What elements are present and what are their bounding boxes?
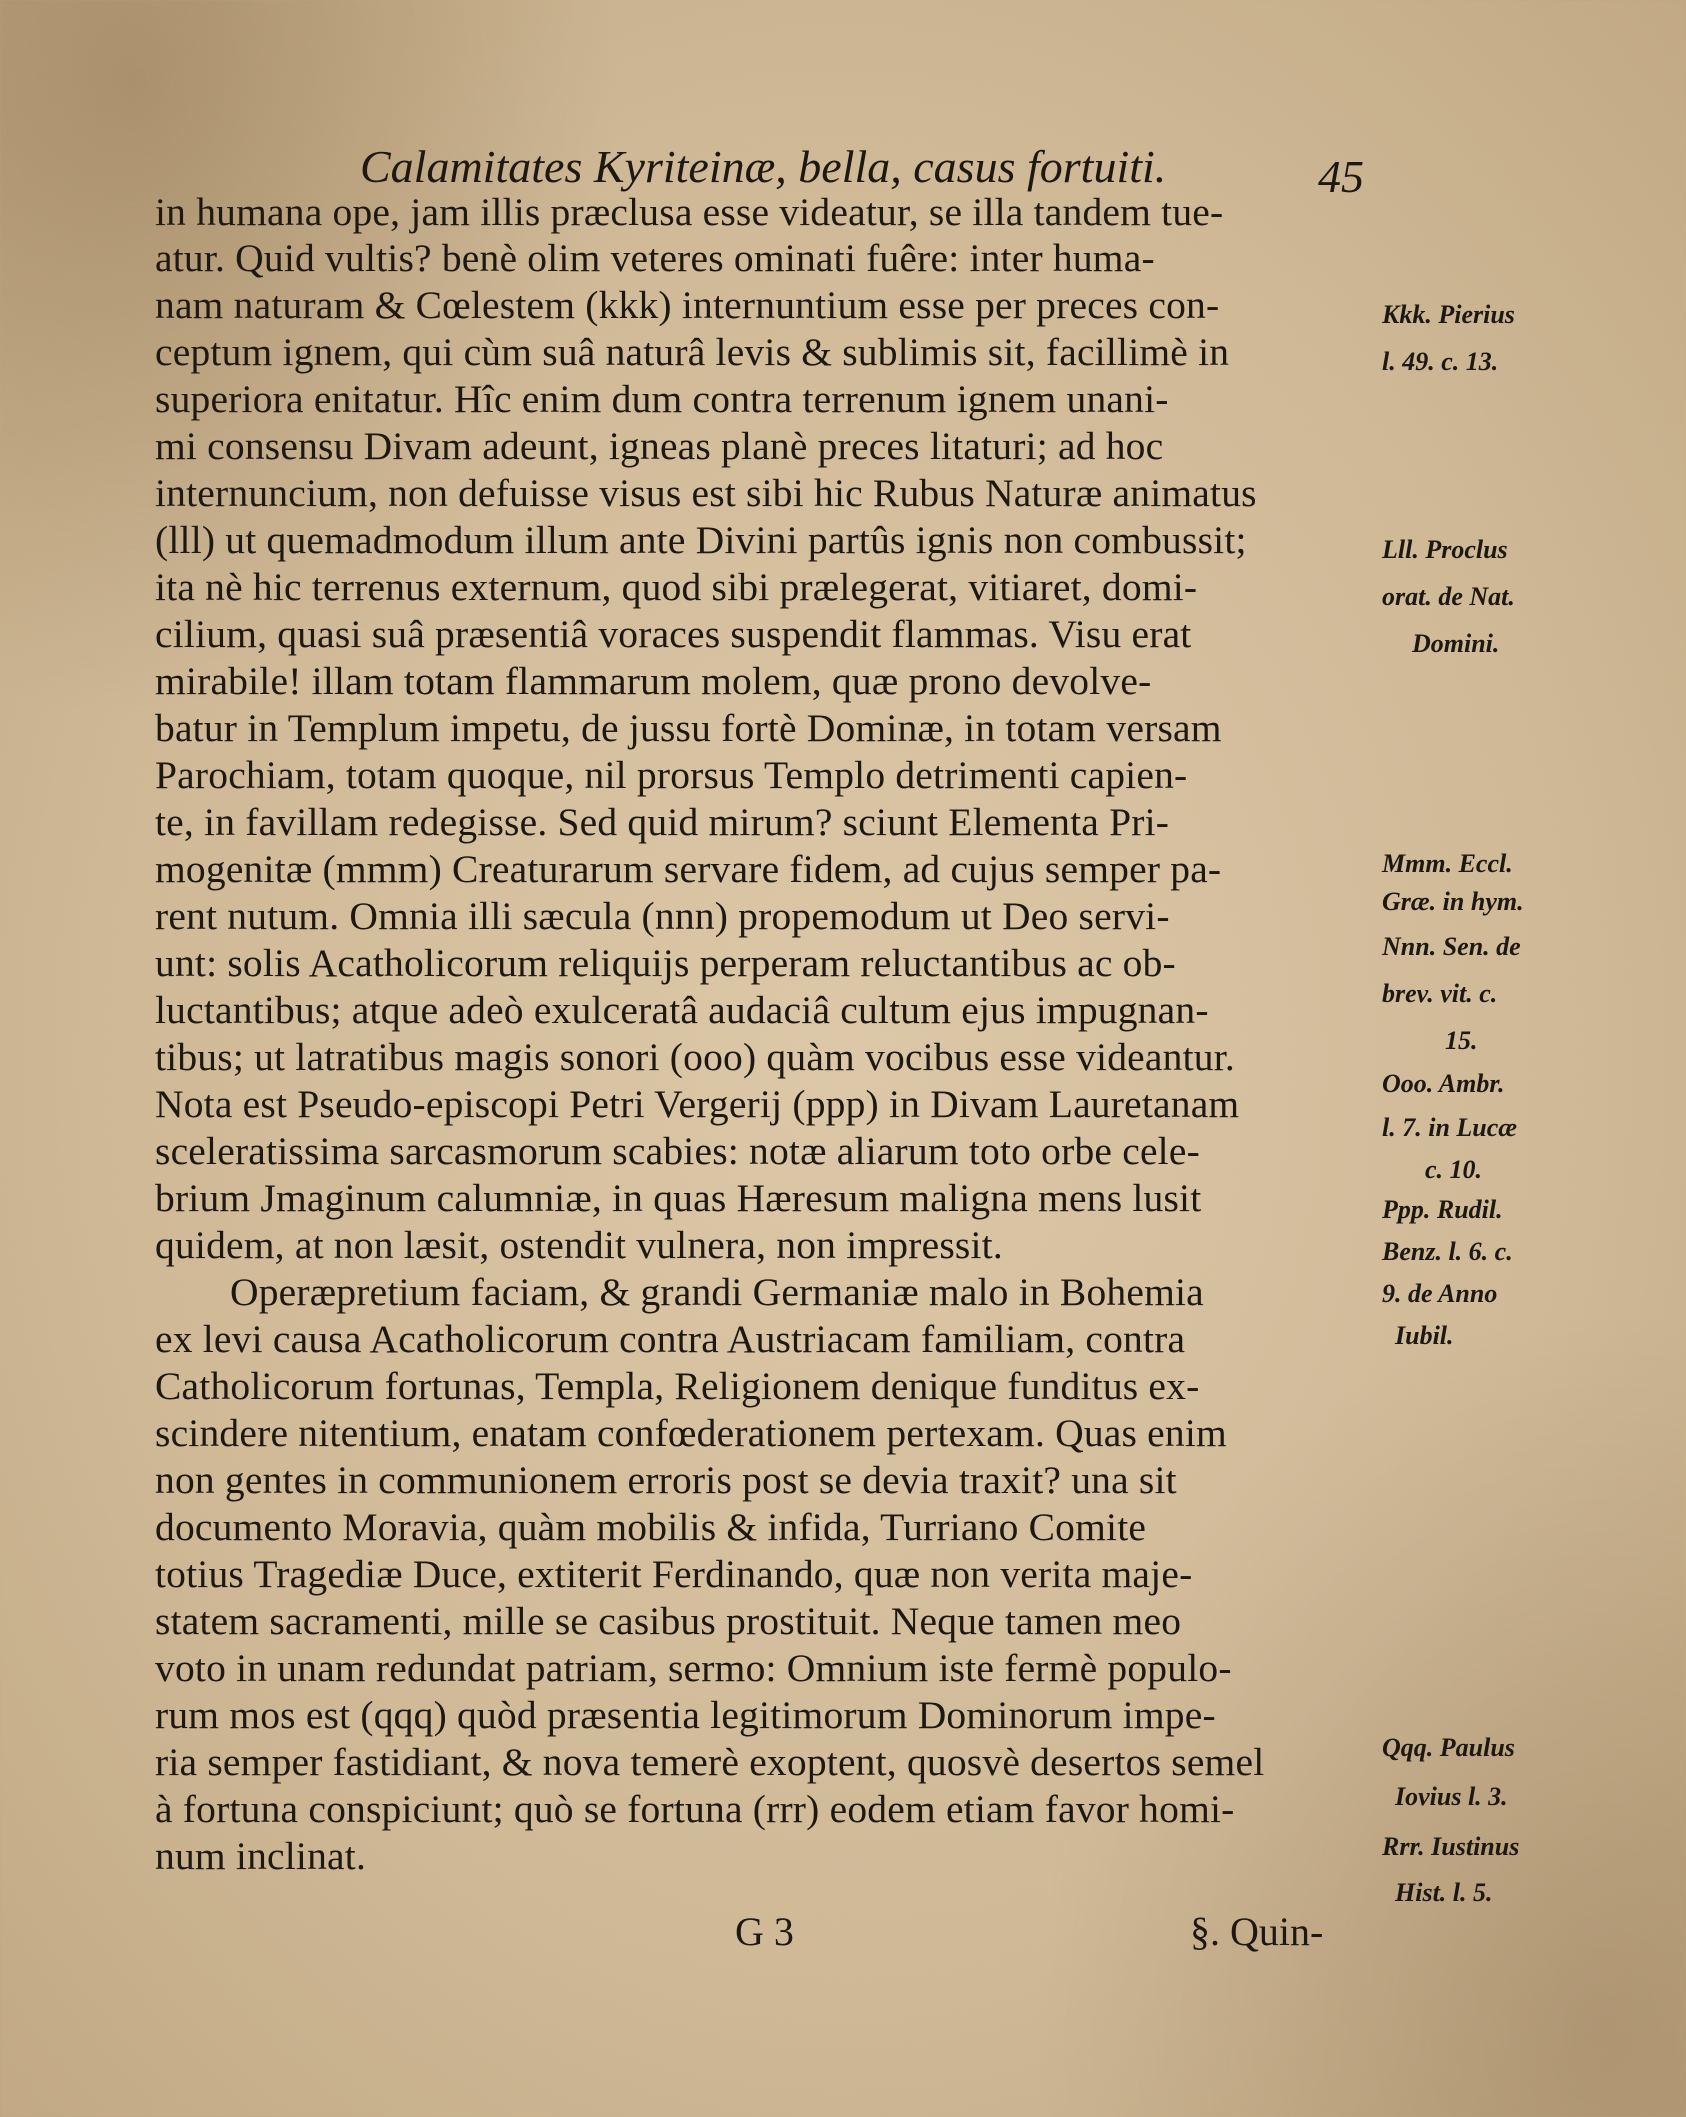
marginal-note: Iovius l. 3. bbox=[1395, 1782, 1508, 1811]
marginal-note: Qqq. Paulus bbox=[1382, 1733, 1515, 1762]
text-line: mirabile! illam totam flammarum molem, quæ prono devolve- bbox=[155, 659, 1152, 703]
text-line: mi consensu Divam adeunt, igneas planè preces litaturi; ad hoc bbox=[155, 424, 1164, 468]
text-line: atur. Quid vultis? benè olim veteres ominati fuêre: inter huma- bbox=[155, 236, 1155, 280]
text-line: totius Tragediæ Duce, extiterit Ferdinando, quæ non verita maje- bbox=[155, 1552, 1193, 1596]
marginal-note: Mmm. Eccl. bbox=[1382, 849, 1513, 878]
folio-number: 45 bbox=[1318, 151, 1364, 202]
marginal-note: Kkk. Pierius bbox=[1382, 300, 1515, 329]
text-line: superiora enitatur. Hîc enim dum contra terrenum ignem unani- bbox=[155, 377, 1169, 421]
marginal-note: 9. de Anno bbox=[1382, 1279, 1498, 1308]
text-line: statem sacramenti, mille se casibus prostituit. Neque tamen meo bbox=[155, 1599, 1182, 1643]
marginal-note: Benz. l. 6. c. bbox=[1382, 1237, 1513, 1266]
text-line: unt: solis Acatholicorum reliquijs perperam reluctantibus ac ob- bbox=[155, 941, 1176, 985]
marginal-note: 15. bbox=[1445, 1026, 1478, 1055]
text-line: Nota est Pseudo-episcopi Petri Vergerij (ppp) in Divam Lauretanam bbox=[155, 1082, 1240, 1126]
text-line: scindere nitentium, enatam confœderationem pertexam. Quas enim bbox=[155, 1411, 1227, 1455]
marginal-note: Ooo. Ambr. bbox=[1382, 1069, 1505, 1098]
signature-mark: G 3 bbox=[735, 1909, 794, 1954]
marginal-note: Lll. Proclus bbox=[1382, 535, 1508, 564]
marginal-note: l. 7. in Lucæ bbox=[1382, 1113, 1518, 1142]
text-line: (lll) ut quemadmodum illum ante Divini partûs ignis non combussit; bbox=[155, 518, 1247, 562]
text-line: Catholicorum fortunas, Templa, Religionem denique funditus ex- bbox=[155, 1364, 1200, 1408]
text-line: quidem, at non læsit, ostendit vulnera, non impressit. bbox=[155, 1223, 1003, 1267]
marginal-note: l. 49. c. 13. bbox=[1382, 347, 1499, 376]
text-line: mogenitæ (mmm) Creaturarum servare fidem, ad cujus semper pa- bbox=[155, 847, 1222, 891]
text-line: te, in favillam redegisse. Sed quid mirum? sciunt Elementa Pri- bbox=[155, 800, 1170, 844]
text-line: in humana ope, jam illis præclusa esse videatur, se illa tandem tue- bbox=[155, 190, 1224, 234]
text-line: rent nutum. Omnia illi sæcula (nnn) propemodum ut Deo servi- bbox=[155, 894, 1170, 938]
marginal-note: Græ. in hym. bbox=[1382, 887, 1524, 916]
marginal-note: brev. vit. c. bbox=[1382, 979, 1498, 1008]
marginal-note: Nnn. Sen. de bbox=[1382, 932, 1521, 961]
text-line: Parochiam, totam quoque, nil prorsus Templo detrimenti capien- bbox=[155, 753, 1188, 797]
text-line: à fortuna conspiciunt; quò se fortuna (rrr) eodem etiam favor homi- bbox=[155, 1787, 1235, 1831]
running-title: Calamitates Kyriteinæ, bella, casus fortuiti. bbox=[360, 141, 1167, 192]
marginal-note: orat. de Nat. bbox=[1382, 582, 1515, 611]
marginal-note: Iubil. bbox=[1395, 1321, 1454, 1350]
marginal-note: Domini. bbox=[1412, 629, 1500, 658]
text-line: ita nè hic terrenus externum, quod sibi prælegerat, vitiaret, domi- bbox=[155, 565, 1198, 609]
catchword: §. Quin- bbox=[1190, 1909, 1324, 1954]
marginal-note: c. 10. bbox=[1425, 1155, 1483, 1184]
text-line: sceleratissima sarcasmorum scabies: notæ aliarum toto orbe cele- bbox=[155, 1129, 1200, 1173]
marginal-note: Hist. l. 5. bbox=[1395, 1878, 1493, 1907]
text-line: rum mos est (qqq) quòd præsentia legitimorum Dominorum impe- bbox=[155, 1693, 1216, 1737]
text-line: ceptum ignem, qui cùm suâ naturâ levis & sublimis sit, facillimè in bbox=[155, 330, 1230, 374]
text-line: brium Jmaginum calumniæ, in quas Hæresum maligna mens lusit bbox=[155, 1176, 1202, 1220]
text-line: luctantibus; atque adeò exulceratâ audaciâ cultum ejus impugnan- bbox=[155, 988, 1209, 1032]
text-line: cilium, quasi suâ præsentiâ voraces suspendit flammas. Visu erat bbox=[155, 612, 1192, 656]
text-line: batur in Templum impetu, de jussu fortè Dominæ, in totam versam bbox=[155, 706, 1222, 750]
text-line: internuncium, non defuisse visus est sibi hic Rubus Naturæ animatus bbox=[155, 471, 1257, 515]
text-line: Operæpretium faciam, & grandi Germaniæ malo in Bohemia bbox=[230, 1270, 1204, 1314]
text-line: documento Moravia, quàm mobilis & infida, Turriano Comite bbox=[155, 1505, 1147, 1549]
text-line: non gentes in communionem erroris post se devia traxit? una sit bbox=[155, 1458, 1177, 1502]
text-line: voto in unam redundat patriam, sermo: Omnium iste fermè populo- bbox=[155, 1646, 1232, 1690]
marginal-note: Ppp. Rudil. bbox=[1382, 1195, 1503, 1224]
text-line: nam naturam & Cœlestem (kkk) internuntium esse per preces con- bbox=[155, 283, 1220, 327]
text-line: ria semper fastidiant, & nova temerè exoptent, quosvè desertos semel bbox=[155, 1740, 1265, 1784]
marginal-note: Rrr. Iustinus bbox=[1382, 1832, 1520, 1861]
text-line: ex levi causa Acatholicorum contra Austriacam familiam, contra bbox=[155, 1317, 1186, 1361]
text-line: num inclinat. bbox=[155, 1834, 367, 1878]
text-line: tibus; ut latratibus magis sonori (ooo) quàm vocibus esse videantur. bbox=[155, 1035, 1235, 1079]
